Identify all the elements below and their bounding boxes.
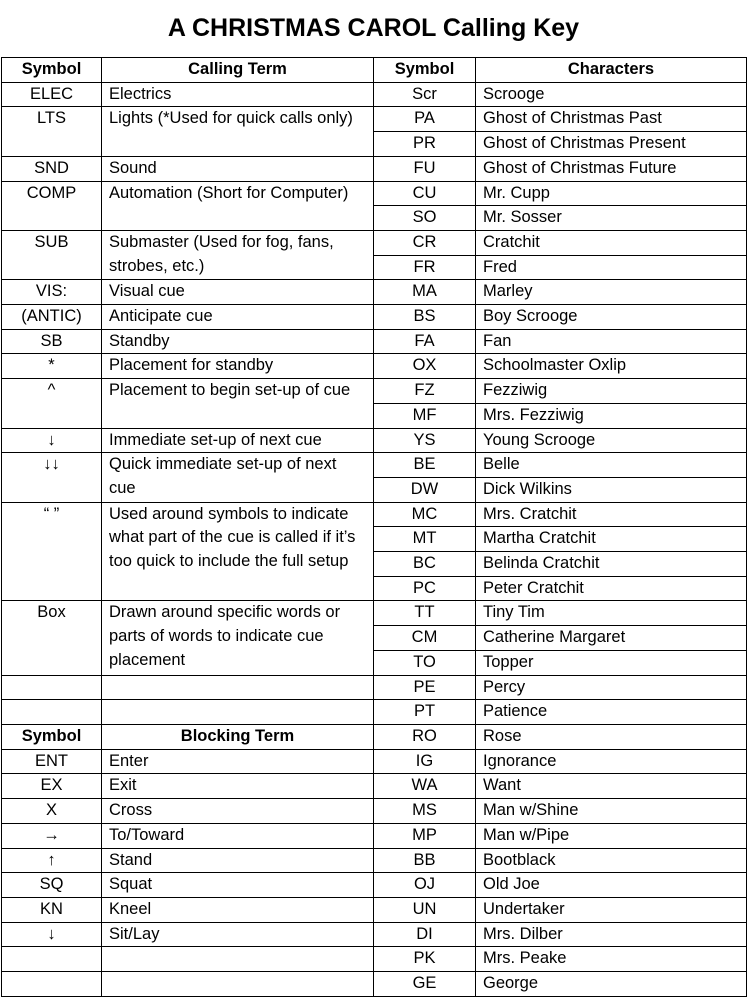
character-name: Tiny Tim [476,601,747,626]
character-name: Scrooge [476,82,747,107]
table-row [2,848,747,873]
calling-symbol: SND [2,156,102,181]
blocking-term-column-header: Blocking Term [102,724,374,749]
calling-term: Electrics [102,82,374,107]
empty-cell [102,972,374,997]
empty-cell [2,675,102,700]
calling-term: Drawn around specific words or parts of words to indicate cue placement [102,601,374,675]
table-row [2,922,747,947]
empty-cell [102,675,374,700]
character-symbol: PA [374,107,476,132]
empty-cell [2,972,102,997]
character-name: Ghost of Christmas Present [476,132,747,157]
character-name: Mrs. Peake [476,947,747,972]
character-name: Mr. Cupp [476,181,747,206]
character-symbol: TO [374,650,476,675]
calling-symbol: ↓↓ [2,453,102,502]
character-symbol: SO [374,206,476,231]
symbol-column-header: Symbol [2,58,102,83]
character-symbol: DW [374,477,476,502]
character-symbol: YS [374,428,476,453]
character-symbol: BE [374,453,476,478]
character-name: Mrs. Dilber [476,922,747,947]
character-name: Ignorance [476,749,747,774]
table-row [2,972,747,997]
character-symbol: RO [374,724,476,749]
character-name: Old Joe [476,873,747,898]
blocking-term: Cross [102,799,374,824]
calling-symbol: Box [2,601,102,675]
character-name: Mrs. Fezziwig [476,403,747,428]
character-name: Patience [476,700,747,725]
character-symbol: FR [374,255,476,280]
table-row [2,181,747,206]
character-name: Ghost of Christmas Past [476,107,747,132]
character-symbol: MF [374,403,476,428]
character-symbol: MA [374,280,476,305]
characters-column-header: Characters [476,58,747,83]
calling-symbol: “ ” [2,502,102,601]
blocking-term: Stand [102,848,374,873]
table-row [2,428,747,453]
table-row [2,280,747,305]
character-symbol: Scr [374,82,476,107]
table-row [2,379,747,404]
table-row [2,329,747,354]
character-symbol: CM [374,626,476,651]
calling-term: Standby [102,329,374,354]
blocking-symbol: ↓ [2,922,102,947]
table-row [2,873,747,898]
calling-term: Used around symbols to indicate what part of the cue is called if it’s too quick to include the full setup [102,502,374,601]
character-symbol: MS [374,799,476,824]
character-name: Undertaker [476,897,747,922]
empty-cell [102,700,374,725]
character-symbol: DI [374,922,476,947]
character-name: Marley [476,280,747,305]
character-name: Cratchit [476,230,747,255]
character-symbol: UN [374,897,476,922]
table-row [2,823,747,848]
blocking-symbol: EX [2,774,102,799]
calling-term-column-header: Calling Term [102,58,374,83]
character-name: Martha Cratchit [476,527,747,552]
character-symbol: CU [374,181,476,206]
character-name: Man w/Pipe [476,823,747,848]
header-row [2,58,747,83]
blocking-symbol-column-header: Symbol [2,724,102,749]
calling-symbol: VIS: [2,280,102,305]
character-name: Dick Wilkins [476,477,747,502]
character-symbol: CR [374,230,476,255]
calling-symbol: ELEC [2,82,102,107]
character-symbol: TT [374,601,476,626]
table-row [2,724,747,749]
character-symbol: PK [374,947,476,972]
character-name: Peter Cratchit [476,576,747,601]
character-symbol-column-header: Symbol [374,58,476,83]
table-row [2,354,747,379]
character-name: Topper [476,650,747,675]
character-name: Want [476,774,747,799]
calling-symbol: LTS [2,107,102,156]
character-name: Catherine Margaret [476,626,747,651]
page-title: A CHRISTMAS CAROL Calling Key [167,14,580,42]
character-name: Bootblack [476,848,747,873]
character-name: Ghost of Christmas Future [476,156,747,181]
table-row [2,601,747,626]
character-name: Young Scrooge [476,428,747,453]
character-name: Fan [476,329,747,354]
calling-symbol: COMP [2,181,102,230]
empty-cell [2,947,102,972]
character-name: Rose [476,724,747,749]
character-symbol: WA [374,774,476,799]
calling-term: Immediate set-up of next cue [102,428,374,453]
table-row [2,502,747,527]
character-name: Man w/Shine [476,799,747,824]
character-symbol: FU [374,156,476,181]
calling-term: Visual cue [102,280,374,305]
calling-term: Quick immediate set-up of next cue [102,453,374,502]
blocking-term: To/Toward [102,823,374,848]
blocking-symbol: X [2,799,102,824]
calling-term: Lights (*Used for quick calls only) [102,107,374,156]
character-symbol: MP [374,823,476,848]
calling-term: Anticipate cue [102,305,374,330]
calling-symbol: SUB [2,230,102,279]
character-symbol: PT [374,700,476,725]
blocking-symbol: SQ [2,873,102,898]
character-symbol: PR [374,132,476,157]
character-symbol: FZ [374,379,476,404]
table-row [2,774,747,799]
character-name: George [476,972,747,997]
character-symbol: GE [374,972,476,997]
calling-symbol: ↓ [2,428,102,453]
calling-term: Placement for standby [102,354,374,379]
character-symbol: OX [374,354,476,379]
blocking-term: Sit/Lay [102,922,374,947]
character-symbol: BS [374,305,476,330]
table-row [2,700,747,725]
blocking-term: Squat [102,873,374,898]
table-row [2,453,747,478]
character-name: Fred [476,255,747,280]
table-row [2,749,747,774]
table-row [2,82,747,107]
blocking-symbol: KN [2,897,102,922]
character-symbol: PC [374,576,476,601]
table-row [2,675,747,700]
empty-cell [2,700,102,725]
table-row [2,107,747,132]
empty-cell [102,947,374,972]
character-name: Mrs. Cratchit [476,502,747,527]
blocking-term: Kneel [102,897,374,922]
character-symbol: PE [374,675,476,700]
character-name: Belle [476,453,747,478]
table-row [2,897,747,922]
character-symbol: BB [374,848,476,873]
calling-term: Automation (Short for Computer) [102,181,374,230]
character-symbol: MT [374,527,476,552]
table-row [2,156,747,181]
calling-term: Placement to begin set-up of cue [102,379,374,428]
blocking-term: Enter [102,749,374,774]
calling-term: Submaster (Used for fog, fans, strobes, etc.) [102,230,374,279]
character-name: Schoolmaster Oxlip [476,354,747,379]
character-name: Belinda Cratchit [476,552,747,577]
calling-symbol: ^ [2,379,102,428]
calling-key-table [1,57,747,997]
character-symbol: MC [374,502,476,527]
character-symbol: FA [374,329,476,354]
blocking-symbol: ↑ [2,848,102,873]
character-name: Boy Scrooge [476,305,747,330]
table-row [2,230,747,255]
blocking-symbol: → [2,823,102,848]
calling-symbol: * [2,354,102,379]
table-row [2,947,747,972]
blocking-term: Exit [102,774,374,799]
character-symbol: OJ [374,873,476,898]
calling-symbol: SB [2,329,102,354]
blocking-symbol: ENT [2,749,102,774]
character-name: Fezziwig [476,379,747,404]
table-row [2,799,747,824]
character-name: Percy [476,675,747,700]
character-symbol: BC [374,552,476,577]
character-name: Mr. Sosser [476,206,747,231]
calling-symbol: (ANTIC) [2,305,102,330]
calling-term: Sound [102,156,374,181]
table-row [2,305,747,330]
character-symbol: IG [374,749,476,774]
